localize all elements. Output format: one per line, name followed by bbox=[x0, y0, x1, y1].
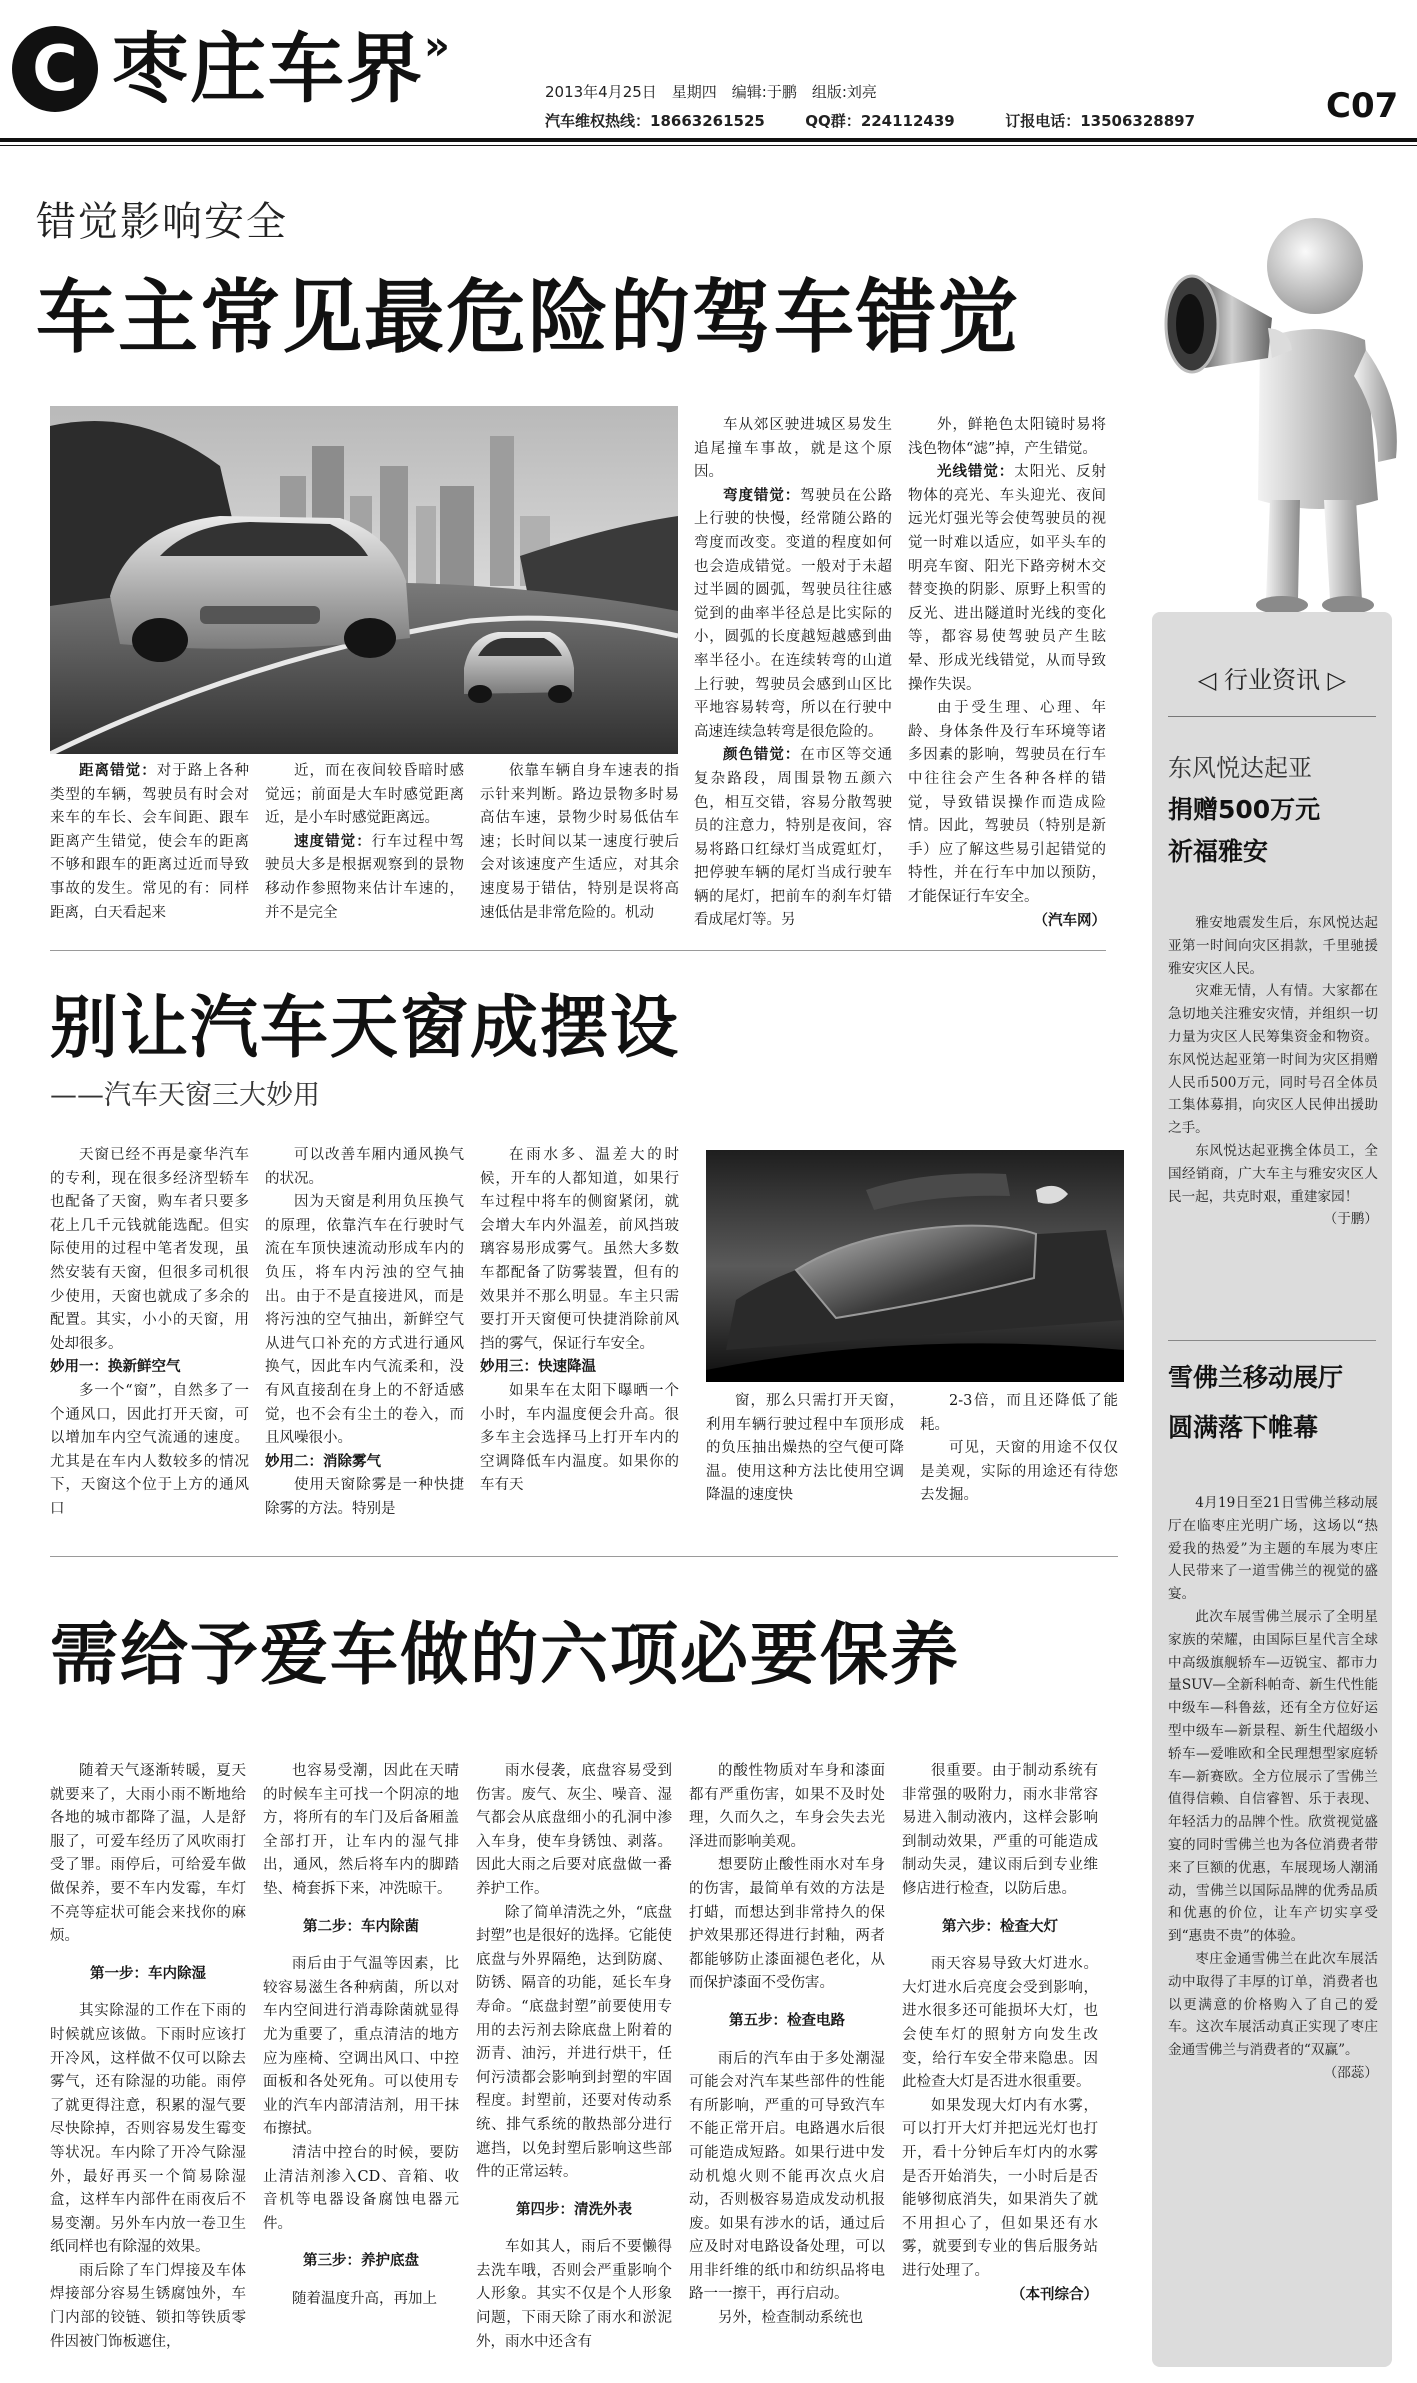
page-number: C07 bbox=[1326, 86, 1399, 126]
megaphone-figure-illustration bbox=[1140, 200, 1410, 620]
paragraph bbox=[908, 697, 1106, 909]
article2-col4 bbox=[706, 1390, 904, 1540]
sidebar-paragraph: 此次车展雪佛兰展示了全明星家族的荣耀，由国际巨星代言全球中高级旗舰轿车—迈锐宝、都市力量SUV—全新科帕奇、新生代性能中级车—科鲁兹，还有全方位好运型中级车—新景程、新生代超级小轿车—爱唯欧和全民理想型家庭轿车—新赛欧。全方位展示了雪佛兰值得信赖、自信睿智、乐于表现、年轻活力的品牌个性。欣赏视觉盛宴的同时雪佛兰也为各位消费者带来了巨额的优惠，车展现场人潮涌动，雪佛兰以国际品牌的优秀品质和优惠的价位，让车产切实享受到“惠贵不贵”的体验。 bbox=[1168, 1608, 1378, 1945]
step-heading: 第一步：车内除湿 bbox=[90, 1965, 206, 1982]
article2-col1 bbox=[50, 1144, 249, 1540]
article1-title: 车主常见最危险的驾车错觉 bbox=[36, 271, 1020, 364]
sidebar-item2-source: （邵蕊） bbox=[1323, 2064, 1378, 2081]
sidebar-item2-body bbox=[1168, 1492, 1378, 2352]
article3-col4 bbox=[689, 1760, 885, 2360]
paragraph bbox=[50, 2260, 246, 2354]
sidebar-item1-kicker: 东风悦达起亚 bbox=[1168, 754, 1312, 782]
article2-col3 bbox=[480, 1144, 679, 1540]
step-heading: 第三步：养护底盘 bbox=[303, 2253, 419, 2270]
paragraph bbox=[476, 2236, 672, 2354]
step-heading: 第六步：检查大灯 bbox=[942, 1918, 1058, 1935]
sidebar-item1-source: （于鹏） bbox=[1323, 1211, 1378, 1228]
paragraph-lead: 距离错觉： bbox=[79, 763, 157, 779]
paragraph-lead: 光线错觉： bbox=[937, 464, 1015, 481]
paragraph bbox=[263, 2142, 459, 2236]
paragraph bbox=[689, 2307, 885, 2331]
article2-title: 别让汽车天窗成摆设 bbox=[50, 989, 681, 1068]
sidebar-item1-title-line2: 祈福雅安 bbox=[1168, 837, 1269, 866]
qq-number: 224112439 bbox=[860, 112, 955, 130]
a1c1 bbox=[50, 760, 249, 925]
paragraph-text: 驾驶员在公路上行驶的快慢，经常随公路的弯度而改变。变道的程度如何也会造成错觉。一般对于未超过半圆的圆弧，驾驶员往往感觉到的曲率半径总是比实际的小，圆弧的长度越短越感到曲率半径小。在连续转弯的山道上行驶，驾驶员会感到山区比平地容易转弯，所以在行驶中高速连续急转弯是很危险的。 bbox=[694, 487, 892, 740]
paragraph bbox=[689, 2048, 885, 2308]
paragraph-text: 的酸性物质对车身和漆面都有严重伤害，如果不及时处理，久而久之，车身会失去光泽进而影响美观。 bbox=[689, 1763, 885, 1850]
paragraph-text: 随着温度升高，再加上 bbox=[292, 2290, 437, 2307]
article3-col1 bbox=[50, 1760, 246, 2360]
paragraph-text: 外，鲜艳色太阳镜时易将浅色物体“滤”掉，产生错觉。 bbox=[908, 417, 1106, 457]
article1-col5 bbox=[908, 414, 1106, 935]
sidebar-paragraph: 灾难无情，人有情。大家都在急切地关注雅安灾情，并组织一切力量为灾区人民筹集资金和物资。东风悦达起亚第一时间为灾区捐赠人民币500万元，同时号召全体员工集体募捐，向灾区人民伸出援助之手。 bbox=[1168, 983, 1378, 1137]
title-chevrons-icon: » bbox=[424, 23, 450, 69]
sidebar-item1-title-line1: 捐赠500万元 bbox=[1168, 795, 1321, 824]
paragraph bbox=[263, 2288, 459, 2312]
paragraph-text: 雨天容易导致大灯进水。大灯进水后亮度会受到影响，进水很多还可能损坏大灯，也会使车灯的照射方向发生改变，给行车安全带来隐患。因此检查大灯是否进水很重要。 bbox=[902, 1956, 1098, 2091]
paragraph bbox=[706, 1390, 904, 1508]
paragraph-text: 2-3倍，而且还降低了能耗。 bbox=[920, 1393, 1118, 1433]
date-editor-line: 2013年4月25日 星期四 编辑:于鹏 组版:刘亮 bbox=[545, 83, 877, 101]
paragraph bbox=[263, 1953, 459, 2142]
paragraph-text: 窗，那么只需打开天窗，利用车辆行驶过程中车顶形成的负压抽出燥热的空气便可降温。使用这种方法比使用空调降温的速度快 bbox=[706, 1393, 904, 1504]
article1-source: （汽车网） bbox=[1033, 912, 1106, 930]
article2-col5 bbox=[920, 1390, 1118, 1540]
paragraph bbox=[50, 2000, 246, 2260]
article2-bottom-rule bbox=[50, 1556, 1118, 1557]
step-heading: 第四步：清洗外表 bbox=[516, 2201, 632, 2218]
paragraph bbox=[50, 1380, 249, 1522]
paragraph-text: 雨后除了车门焊接及车体焊接部分容易生锈腐蚀外，车门内部的铰链、锁扣等铁质零件因被门饰板遮住， bbox=[50, 2262, 246, 2350]
article2-col2 bbox=[265, 1144, 464, 1540]
paragraph bbox=[694, 485, 892, 745]
article2-subtitle: ——汽车天窗三大妙用 bbox=[50, 1080, 320, 1111]
sidebar-section-label: ◁ 行业资讯 ▷ bbox=[1197, 666, 1347, 694]
paragraph-text: 因为天窗是利用负压换气的原理，依靠汽车在行驶时气流在车顶快速流动形成车内的负压，将车内污浊的空气抽出。由于不是直接进风，而是将污浊的空气抽出，新鲜空气从进气口补充的方式进行通风换气，因此车内气流柔和，没有风直接刮在身上的不舒适感觉，也不会有尘土的卷入，而且风噪很小。 bbox=[265, 1194, 464, 1447]
article1-col2 bbox=[265, 760, 464, 935]
paragraph bbox=[476, 1760, 672, 1902]
step-heading: 第五步：检查电路 bbox=[729, 2012, 845, 2029]
article2-sunroof-photo bbox=[706, 1150, 1124, 1382]
paragraph-text: 随着天气逐渐转暖，夏天就要来了，大雨小雨不断地给各地的城市都降了温，人是舒服了，可爱车经历了风吹雨打受了罪。雨停后，可给爱车做做保养，要不车内发霉，车灯不亮等症状可能会来找你的麻烦。 bbox=[50, 1763, 246, 1945]
paragraph bbox=[263, 1760, 459, 1902]
paragraph bbox=[920, 1390, 1118, 1437]
sidebar-item2-title-line2: 圆满落下帷幕 bbox=[1168, 1413, 1319, 1442]
article3-col2 bbox=[263, 1760, 459, 2360]
paragraph-text: 车如其人，雨后不要懒得去洗车哦，否则会严重影响个人形象。其实不仅是个人形象问题，下雨天除了雨水和淤泥外，雨水中还含有 bbox=[476, 2239, 672, 2350]
paragraph-text: 天窗已经不再是豪华汽车的专利，现在很多经济型轿车也配备了天窗，购车者只要多花上几千元钱就能选配。但实际使用的过程中笔者发现，虽然安装有天窗，但很多司机很少使用，天窗也就成了多余的配置。其实，小小的天窗，用处却很多。 bbox=[50, 1147, 249, 1352]
paragraph bbox=[265, 1474, 464, 1521]
paragraph bbox=[476, 1902, 672, 2185]
hotline-line bbox=[545, 111, 1195, 131]
paragraph bbox=[265, 760, 464, 831]
paragraph-text: 也容易受潮，因此在天晴的时候车主可找一个阴凉的地方，将所有的车门及后备厢盖全部打开，让车内的湿气排出，通风，然后将车内的脚踏垫、椅套拆下来，冲洗晾干。 bbox=[263, 1763, 459, 1897]
article1-bottom-rule bbox=[50, 950, 1106, 951]
sidebar-paragraph: 东风悦达起亚携全体员工，全国经销商，广大车主与雅安灾区人民一起，共克时艰，重建家园！ bbox=[1168, 1142, 1378, 1205]
paragraph-text: 可见，天窗的用途不仅仅是美观，实际的用途还有待您去发掘。 bbox=[920, 1440, 1118, 1504]
paragraph bbox=[50, 760, 249, 925]
paragraph bbox=[689, 1854, 885, 1996]
paragraph bbox=[902, 2095, 1098, 2284]
paragraph bbox=[265, 1191, 464, 1451]
paragraph-lead: 颜色错觉： bbox=[723, 747, 801, 764]
paragraph-text: 雨后的汽车由于多处潮湿可能会对汽车某些部件的性能有所影响，严重的可导致汽车不能正常开启。电路遇水后很可能造成短路。如果行进中发动机熄火则不能再次点火启动，否则极容易造成发动机报废。如果有涉水的话，通过后应及时对电路设备处理，可以用非纤维的纸巾和纺织品将电路一一擦干，再行启动。 bbox=[689, 2050, 885, 2303]
paragraph-text: 除了简单清洗之外，“底盘封塑”也是很好的选择。它能使底盘与外界隔绝，达到防腐、防锈、隔音的功能，延长车身寿命。“底盘封塑”前要使用专用的去污剂去除底盘上附着的沥青、油污，并进行烘干，任何污渍都会影响到封塑的牢固程度。封塑前，还要对传动系统、排气系统的散热部分进行遮挡，以免封塑后影响这些部件的正常运转。 bbox=[476, 1904, 672, 2181]
subheading: 妙用一：换新鲜空气 bbox=[50, 1359, 181, 1376]
paragraph-text: 对于路上各种类型的车辆，驾驶员有时会对来车的车长、会车间距、跟车距离产生错觉，使会车的距离不够和跟车的距离过近而导致事故的发生。常见的有：同样距离，白天看起来 bbox=[50, 763, 249, 921]
paragraph bbox=[50, 1760, 246, 1949]
header-rule-thin bbox=[0, 145, 1417, 146]
paragraph bbox=[694, 744, 892, 933]
article3-col5 bbox=[902, 1760, 1098, 2360]
paragraph-text: 如果车在太阳下曝晒一个小时，车内温度便会升高。很多车主会选择马上打开车内的空调降低车内温度。如果你的车有天 bbox=[480, 1382, 679, 1494]
subheading: 妙用二：消除雾气 bbox=[265, 1453, 381, 1470]
paragraph bbox=[902, 1953, 1098, 2095]
sidebar-item1-body bbox=[1168, 912, 1378, 1322]
paragraph-text: 依靠车辆自身车速表的指示针来判断。路边景物多时易高估车速，景物少时易低估车速；长时间以某一速度行驶后会对该速度产生适应，对其余速度易于错估，特别是误将高速低估是非常危险的。机动 bbox=[480, 763, 679, 921]
paragraph-text: 如果发现大灯内有水雾，可以打开大灯并把远光灯也打开，看十分钟后车灯内的水雾是否开始消失，一小时后是否能够彻底消失，如果消失了就不用担心了，但如果还有水雾，就要到专业的售后服务站进行处理了。 bbox=[902, 2097, 1098, 2279]
paragraph-text: 在雨水多、温差大的时候，开车的人都知道，如果行车过程中将车的侧窗紧闭，就会增大车内外温差，前风挡玻璃容易形成雾气。虽然大多数车都配备了防雾装置，但有的效果并不那么明显。车主只需要打开天窗便可快捷消除前风挡的雾气，保证行车安全。 bbox=[480, 1147, 679, 1352]
hotline-number: 18663261525 bbox=[650, 112, 765, 130]
paragraph bbox=[908, 414, 1106, 461]
subscribe-phone: 订报电话：13506328897 bbox=[1005, 112, 1196, 130]
paragraph bbox=[902, 1760, 1098, 1902]
article1-car-photo bbox=[50, 406, 678, 754]
paragraph bbox=[908, 461, 1106, 697]
article3-title: 需给予爱车做的六项必要保养 bbox=[50, 1616, 961, 1695]
paragraph-text: 雨后由于气温等因素，比较容易滋生各种病菌，所以对车内空间进行消毒除菌就显得尤为重要了，重点清洁的地方应为座椅、空调出风口、中控面板和各处死角。可以使用专业的汽车内部清洁剂，用干抹布擦拭。 bbox=[263, 1956, 459, 2138]
sidebar-item2-title-line1: 雪佛兰移动展厅 bbox=[1168, 1363, 1344, 1392]
paragraph-text: 多一个“窗”，自然多了一个通风口，因此打开天窗，可以增加车内空气流通的速度。尤其是在车内人数较多的情况下，天窗这个位于上方的通风口 bbox=[50, 1382, 249, 1517]
article3-col3 bbox=[476, 1760, 672, 2360]
paragraph-text: 由于受生理、心理、年龄、身体条件及行车环境等诸多因素的影响，驾驶员在行车中往往会产生各种各样的错觉，导致错误操作而造成险情。因此，驾驶员（特别是新手）应了解这些易引起错觉的特性，并在行车中加以预防，才能保证行车安全。 bbox=[908, 700, 1106, 905]
paragraph-text: 行车过程中驾驶员大多是根据观察到的景物移动作参照物来估计车速的，并不是完全 bbox=[265, 833, 464, 921]
hotline-label: 汽车维权热线： bbox=[545, 112, 651, 130]
paragraph bbox=[480, 1380, 679, 1498]
paragraph-text: 另外，检查制动系统也 bbox=[718, 2310, 863, 2327]
sidebar-paragraph: 4月19日至21日雪佛兰移动展厅在临枣庄光明广场，这场以“热爱我的热爱”为主题的车展为枣庄人民带来了一道雪佛兰的视觉的盛宴。 bbox=[1168, 1495, 1378, 1603]
paragraph bbox=[50, 1144, 249, 1356]
paragraph bbox=[265, 831, 464, 925]
paragraph-text: 使用天窗除雾是一种快捷除雾的方法。特别是 bbox=[265, 1477, 464, 1517]
article1-col3 bbox=[480, 760, 679, 935]
subheading: 妙用三：快速降温 bbox=[480, 1359, 596, 1376]
paragraph bbox=[265, 1144, 464, 1191]
sidebar-paragraph: 枣庄金通雪佛兰在此次车展活动中取得了丰厚的订单，消费者也以更满意的价格购入了自己的爱车。这次车展活动真正实现了枣庄金通雪佛兰与消费者的“双赢”。 bbox=[1168, 1950, 1378, 2059]
header-rule-thick bbox=[0, 138, 1417, 142]
article1-col1 bbox=[50, 760, 249, 935]
sidebar-divider bbox=[1168, 1340, 1376, 1341]
article1-col4 bbox=[694, 414, 892, 935]
paragraph-text: 很重要。由于制动系统有非常强的吸附力，雨水非常容易进入制动液内，这样会影响到制动效果，严重的可能造成制动失灵，建议雨后到专业维修店进行检查，以防后患。 bbox=[902, 1763, 1098, 1897]
section-logo-letter: C bbox=[32, 32, 78, 105]
paragraph-text: 可以改善车厢内通风换气的状况。 bbox=[265, 1147, 464, 1187]
paragraph-lead: 弯度错觉： bbox=[723, 487, 801, 504]
article3-source: （本刊综合） bbox=[1011, 2286, 1098, 2304]
paragraph bbox=[480, 1144, 679, 1356]
step-heading: 第二步：车内除菌 bbox=[303, 1918, 419, 1935]
article1-kicker: 错觉影响安全 bbox=[36, 199, 288, 245]
paragraph bbox=[689, 1760, 885, 1854]
paragraph-text: 车从郊区驶进城区易发生追尾撞车事故，就是这个原因。 bbox=[694, 417, 892, 481]
section-title: 枣庄车界 bbox=[112, 24, 424, 113]
paragraph-text: 在市区等交通复杂路段，周围景物五颜六色，相互交错，容易分散驾驶员的注意力，特别是夜间，容易将路口红绿灯当成霓虹灯，把停驶车辆的尾灯当成行驶车辆的尾灯，把前车的刹车灯错看成尾灯等。另 bbox=[694, 747, 892, 929]
paragraph-lead: 速度错觉： bbox=[294, 833, 372, 850]
sidebar-label-rule bbox=[1168, 716, 1376, 717]
sidebar-paragraph: 雅安地震发生后，东风悦达起亚第一时间向灾区捐款，千里驰援雅安灾区人民。 bbox=[1168, 915, 1378, 977]
qq-label: QQ群： bbox=[805, 112, 861, 130]
paragraph-text: 其实除湿的工作在下雨的时候就应该做。下雨时应该打开冷风，这样做不仅可以除去雾气，还有除湿的功能。雨停了就更得注意，积累的湿气要尽快除掉，否则容易发生霉变等状况。车内除了开冷气除湿外，最好再买一个简易除湿盒，这样车内部件在雨夜后不易变潮。另外车内放一卷卫生纸同样也有除湿的效果。 bbox=[50, 2003, 246, 2256]
paragraph-text: 想要防止酸性雨水对车身的伤害，最简单有效的方法是打蜡，而想达到非常持久的保护效果那还得进行封釉，两者都能够防止漆面褪色老化，从而保护漆面不受伤害。 bbox=[689, 1857, 885, 1992]
paragraph-text: 近，而在夜间较昏暗时感觉远；前面是大车时感觉距离近，是小车时感觉距离远。 bbox=[265, 763, 464, 827]
paragraph-text: 雨水侵袭，底盘容易受到伤害。废气、灰尘、噪音、湿气都会从底盘细小的孔洞中渗入车身，使车身锈蚀、剥落。因此大雨之后要对底盘做一番养护工作。 bbox=[476, 1763, 672, 1897]
paragraph bbox=[694, 414, 892, 485]
paragraph-text: 清洁中控台的时候，要防止清洁剂渗入CD、音箱、收音机等电器设备腐蚀电器元件。 bbox=[263, 2144, 459, 2232]
paragraph-text: 太阳光、反射物体的亮光、车头迎光、夜间远光灯强光等会使驾驶员的视觉一时难以适应，如平头车的明亮车窗、阳光下路旁树木交替变换的阴影、原野上积雪的反光、进出隧道时光线的变化等，都容易使驾驶员产生眩晕、形成光线错觉，从而导致操作失误。 bbox=[908, 464, 1106, 693]
paragraph bbox=[920, 1437, 1118, 1508]
paragraph bbox=[480, 760, 679, 925]
